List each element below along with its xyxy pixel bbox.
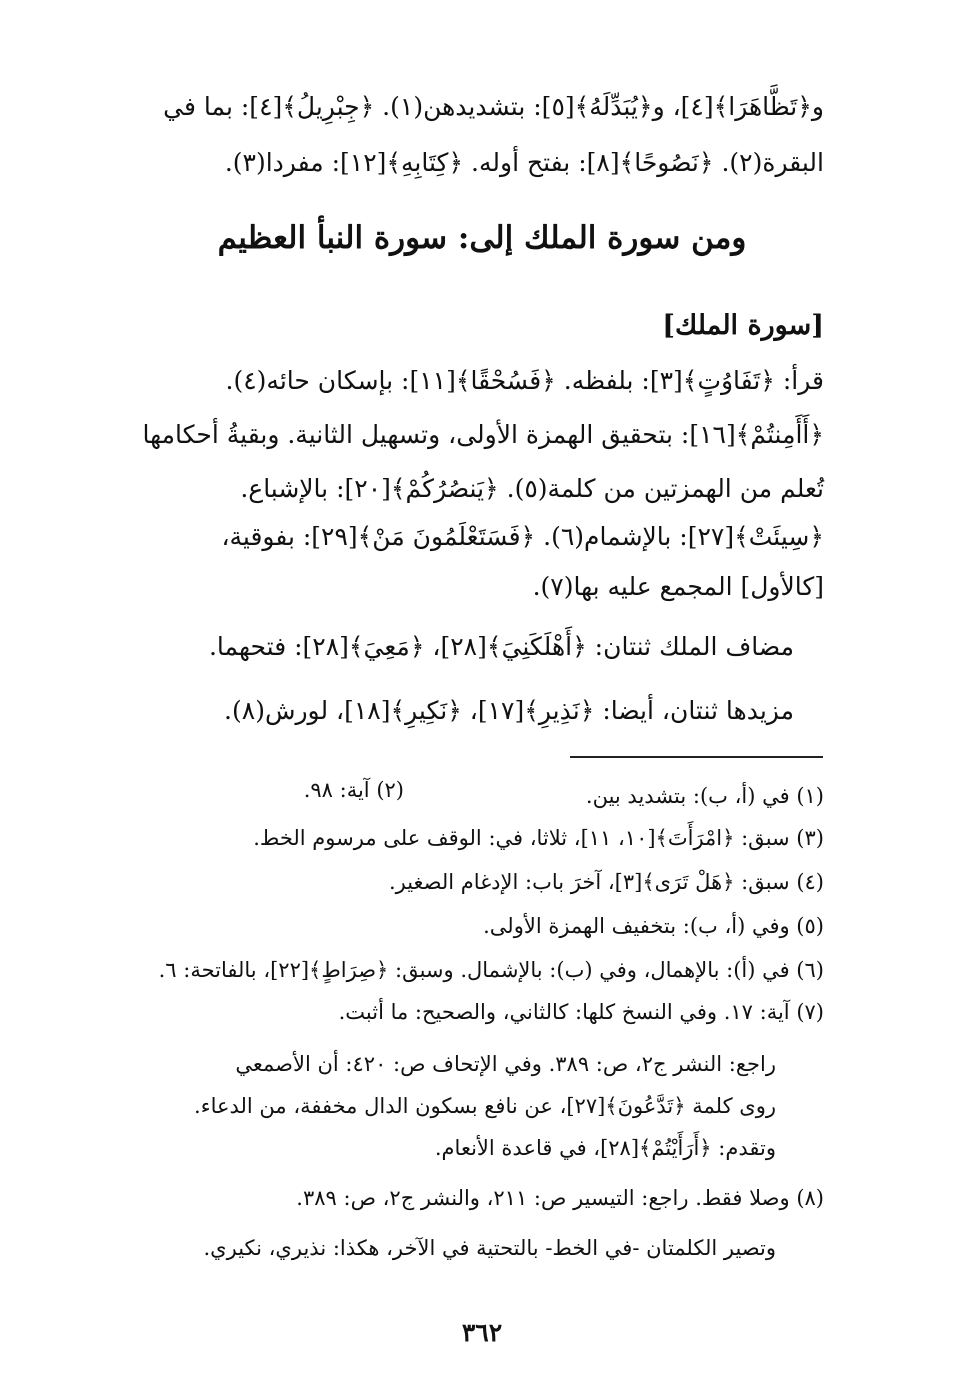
footnote-7-cont-2: روى كلمة ﴿تَدَّعُونَ﴾[٢٧]، عن نافع بسكون الدال مخففة، من الدعاء. — [194, 1094, 776, 1118]
footnote-4: (٤) سبق: ﴿هَلْ تَرَى﴾[٣]، آخرَ باب: الإدغام الصغير. — [388, 870, 824, 894]
footnote-6: (٦) في (أ): بالإهمال، وفي (ب): بالإشمال. وسبق: ﴿صِرَاطٍ﴾[٢٢]، بالفاتحة: ٦. — [158, 958, 824, 982]
footnote-separator — [570, 756, 823, 758]
page-number: ٣٦٢ — [461, 1318, 503, 1347]
body-line-5: تُعلم من الهمزتين من كلمة(٥). ﴿يَنصُرُكُمْ﴾[٢٠]: بالإشباع. — [240, 474, 824, 503]
footnote-8: (٨) وصلا فقط. راجع: التيسير ص: ٢١١، والنشر ج٢، ص: ٣٨٩. — [296, 1186, 824, 1210]
footnote-5: (٥) وفي (أ، ب): بتخفيف الهمزة الأولى. — [483, 914, 824, 938]
footnote-7: (٧) آية: ١٧. وفي النسخ كلها: كالثاني، والصحيح: ما أثبت. — [338, 1000, 824, 1024]
footnote-1: (١) في (أ، ب): بتشديد بين. — [585, 784, 824, 808]
footnote-2: (٢) آية: ٩٨. — [303, 778, 404, 802]
body-line-1: و﴿تَظَّاهَرَا﴾[٤]، و﴿يُبَدِّلَهُ﴾[٥]: بتشديدهن(١). ﴿جِبْرِيلُ﴾[٤]: بما في — [163, 92, 824, 121]
body-line-4: ﴿أَأَمِنتُمْ﴾[١٦]: بتحقيق الهمزة الأولى، وتسهيل الثانية. وبقيةُ أحكامها — [142, 420, 824, 449]
section-heading: ومن سورة الملك إلى: سورة النبأ العظيم — [217, 220, 747, 256]
footnote-8-cont: وتصير الكلمتان -في الخط- بالتحتية في الآخر، هكذا: نذيري، نكيري. — [203, 1236, 776, 1260]
footnote-7-cont-3: وتقدم: ﴿أَرَأَيْتُمْ﴾[٢٨]، في قاعدة الأنعام. — [434, 1136, 776, 1160]
footnote-7-cont-1: راجع: النشر ج٢، ص: ٣٨٩. وفي الإتحاف ص: ٤٢٠: أن الأصمعي — [235, 1052, 776, 1076]
body-line-7: [كالأول] المجمع عليه بها(٧). — [532, 572, 824, 601]
surah-title: [سورة الملك] — [662, 310, 824, 341]
body-line-6: ﴿سِيئَتْ﴾[٢٧]: بالإشمام(٦). ﴿فَسَتَعْلَمُونَ مَنْ﴾[٢٩]: بفوقية، — [221, 522, 824, 551]
body-line-8: مضاف الملك ثنتان: ﴿أَهْلَكَنِيَ﴾[٢٨]، ﴿مَعِيَ﴾[٢٨]: فتحهما. — [208, 632, 794, 661]
body-line-3: قرأ: ﴿تَفَاوُتٍ﴾[٣]: بلفظه. ﴿فَسُحْقًا﴾[١١]: بإسكان حائه(٤). — [225, 366, 824, 395]
footnote-3: (٣) سبق: ﴿امْرَأَتَ﴾[١٠، ١١]، ثلاثا، في: الوقف على مرسوم الخط. — [253, 826, 824, 850]
body-line-9: مزيدها ثنتان، أيضا: ﴿نَذِيرِ﴾[١٧]، ﴿نَكِيرِ﴾[١٨]، لورش(٨). — [224, 696, 794, 725]
body-line-2: البقرة(٢). ﴿نَصُوحًا﴾[٨]: بفتح أوله. ﴿كِتَابِهِ﴾[١٢]: مفردا(٣). — [224, 148, 824, 177]
